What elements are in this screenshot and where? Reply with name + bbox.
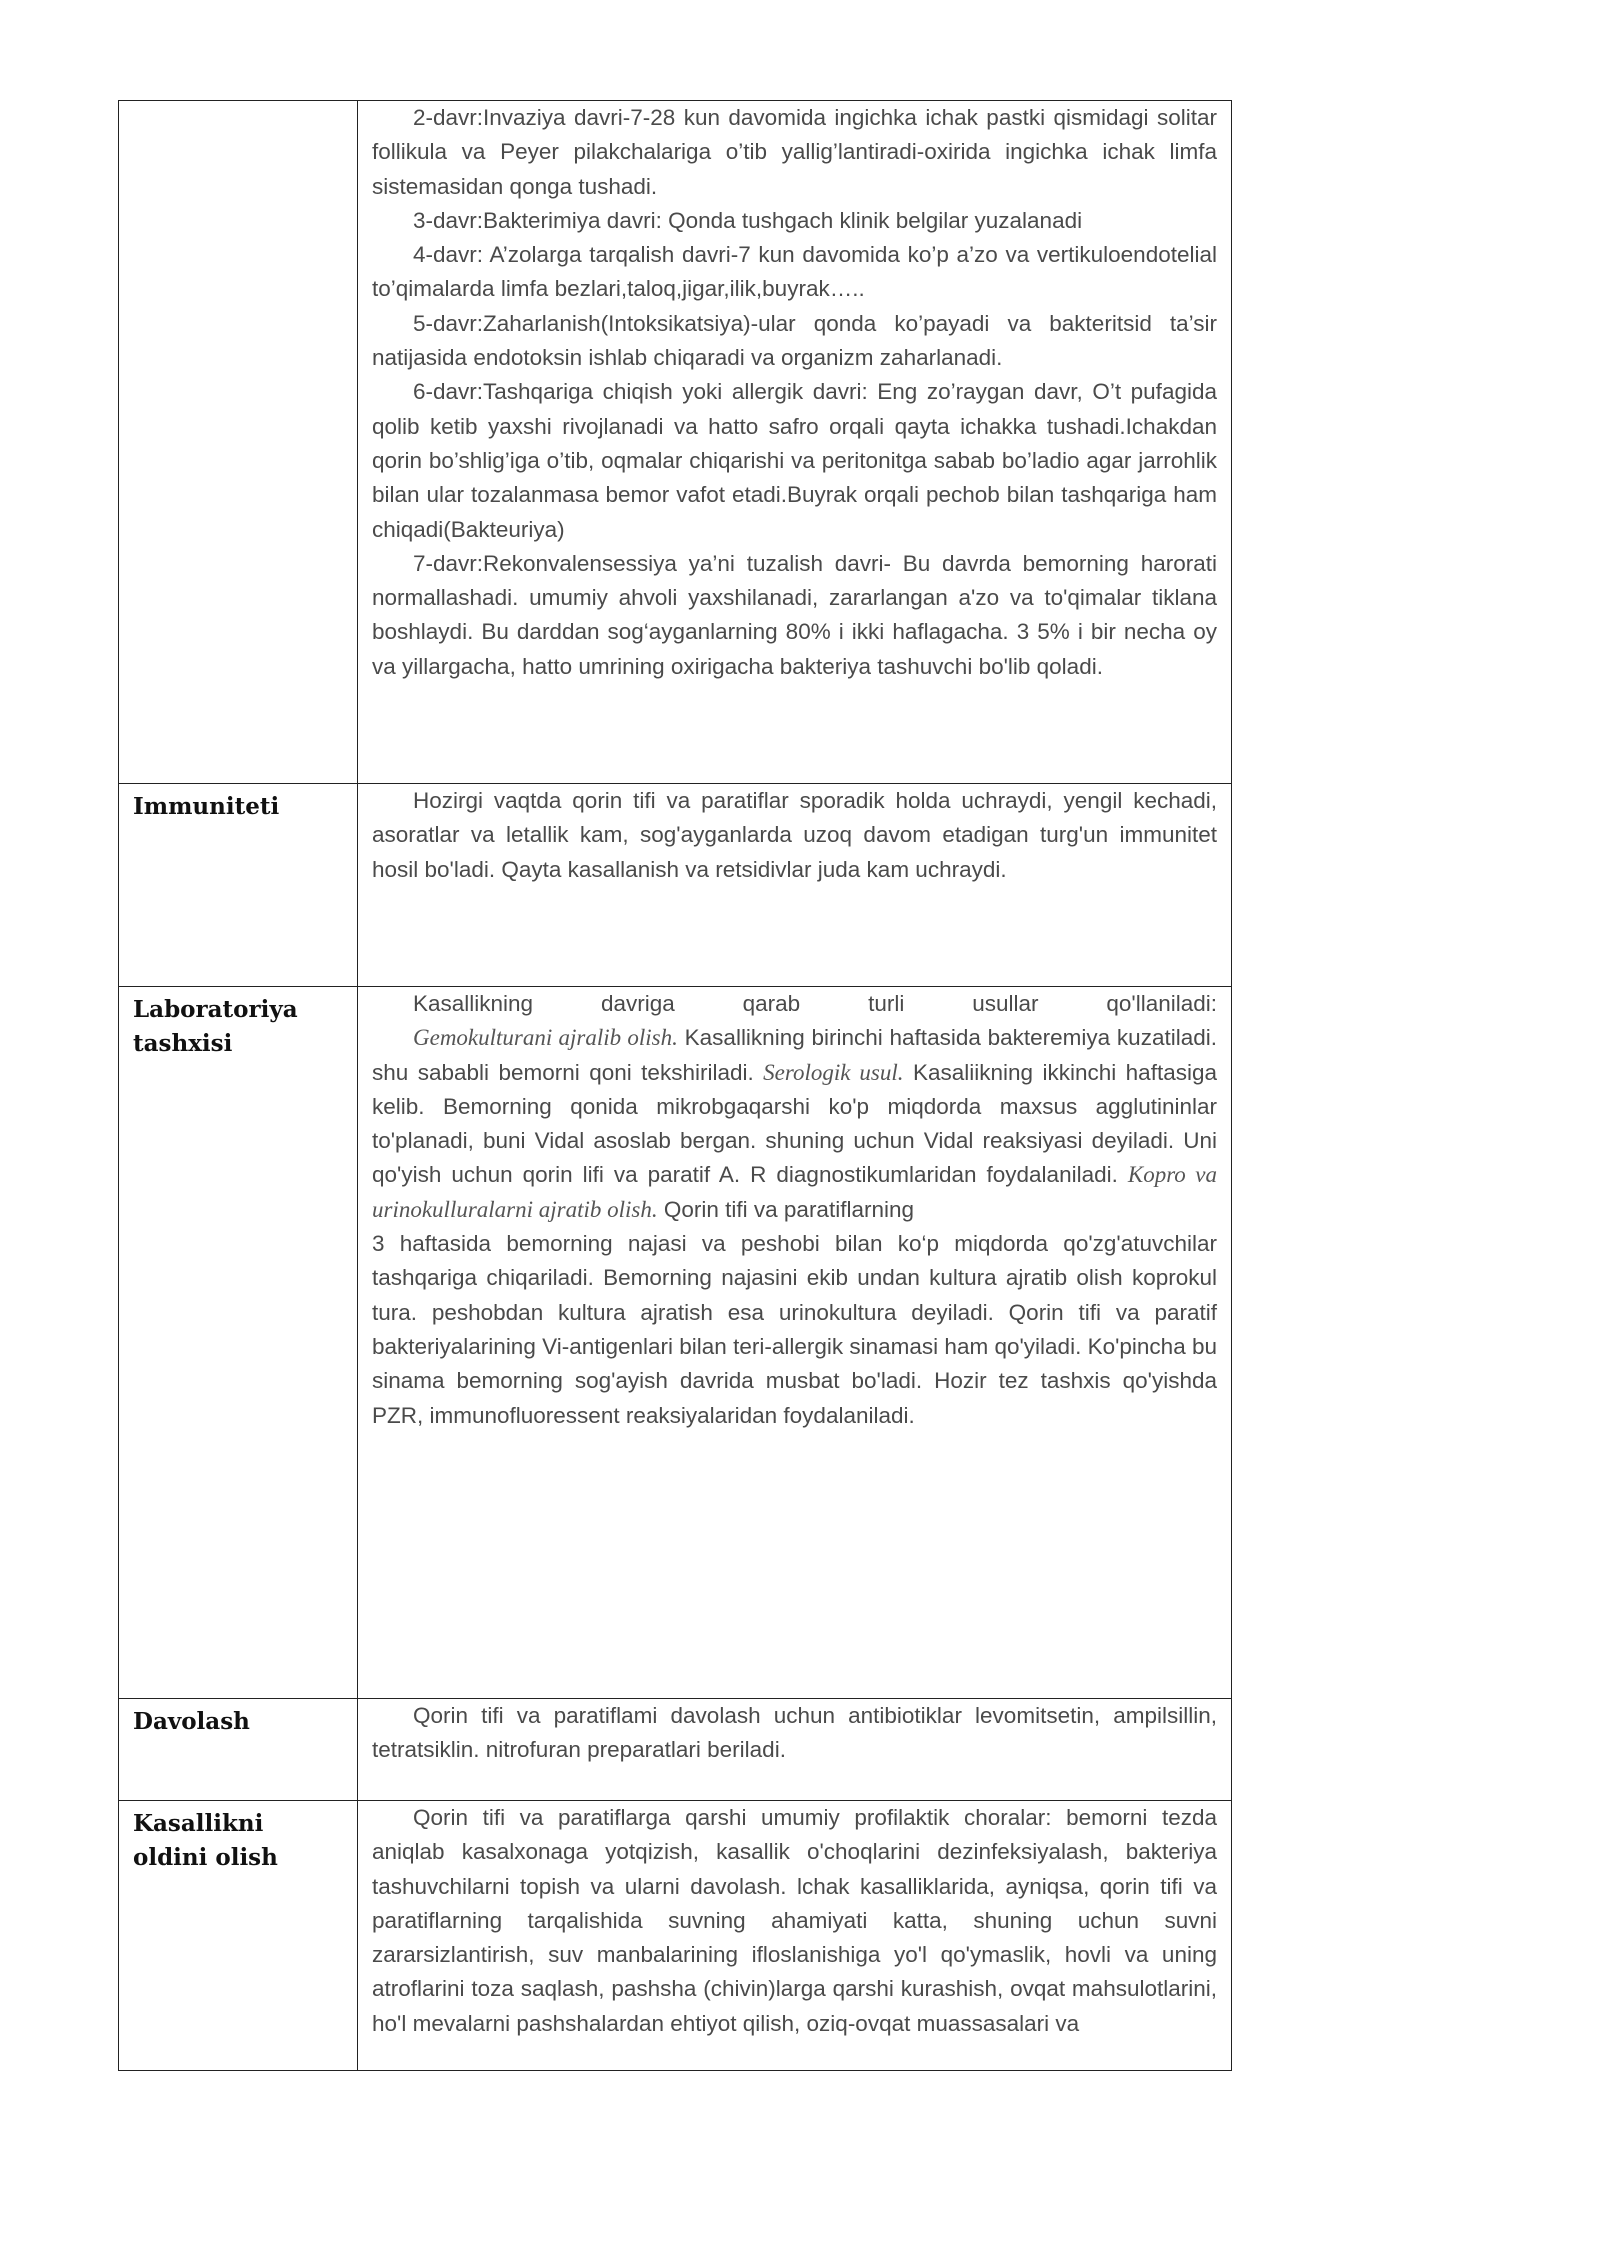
table-row	[119, 1699, 1232, 1801]
paragraph: Hozirgi vaqtda qorin tifi va paratiflar sporadik holda uchraydi, yengil kechadi, asoratlar va letallik kam, sog'ayganlarda uzoq davom etadigan turg'un immunitet hosil bo'ladi. Qayta kasallanish va retsidivlar juda kam uchraydi.	[372, 788, 1217, 882]
row-label: Davolash	[119, 1699, 358, 1801]
paragraph: 4-davr: A’zolarga tarqalish davri-7 kun davomida ko’p a’zo va vertikuloendotelial to’qimalarda limfa bezlari,taloq,jigar,ilik,buyrak…..	[372, 242, 1217, 302]
paragraph: 7-davr:Rekonvalensessiya ya’ni tuzalish davri- Bu davrda bemorning harorati normallashadi. umumiy ahvoli yaxshilanadi, zararlangan a'zo va to'qimalar tiklana boshlaydi. Bu darddan sog‘ayganlarning 80% i ikki haflagacha. 3 5% i bir necha oy va yillargacha, hatto umrining oxirigacha bakteriya tashuvchi bo'lib qoladi.	[372, 550, 1217, 679]
row-content	[358, 987, 1232, 1699]
paragraph: Qorin tifi va paratiflami davolash uchun antibiotiklar levomitsetin, ampilsillin, tetratsiklin. nitrofuran preparatlari beriladi.	[372, 1703, 1217, 1763]
method-gemokultura: Gemokulturani ajralib olish.	[413, 1025, 678, 1051]
paragraph: 3 haftasida bemorning najasi va peshobi bilan ko‘p miqdorda qo'zg'atuvchilar tashqariga chiqariladi. Bemorning najasini ekib undan kultura ajratib olish koprokul tura. peshobdan kultura ajratish esa urinokultura deyiladi. Qorin tifi va paratif bakteriyalarining Vi-antigenlari bilan teri-allergik sinamasi ham qo'yiladi. Ko'pincha bu sinama bemorning sog'ayish davrida musbat bo'ladi. Hozir tez tashxis qo'yishda PZR, immunofluoressent reaksiyalaridan foydalaniladi.	[372, 1231, 1217, 1428]
table-row	[119, 987, 1232, 1699]
table-row	[119, 101, 1232, 784]
text-span: Kasaliikning ikkinchi haftasiga kelib. Bemorning qonida mikrobgaqarshi ko'p miqdorda maxsus agglutininlar to'planadi, buni Vidal asoslab bergan. shuning uchun Vidal reaksiyasi deyiladi. Uni qo'yish uchun qorin lifi va paratif A. R diagnostikumlaridan foydalaniladi.	[372, 1059, 1217, 1188]
table-row	[119, 784, 1232, 987]
paragraph: Qorin tifi va paratiflarga qarshi umumiy profilaktik choralar: bemorni tezda aniqlab kasalxonaga yotqizish, kasallik o'choqlarini dezinfeksiyalash, bakteriya tashuvchilarni topish va ularni davolash. lchak kasalliklarida, ayniqsa, qorin tifi va paratiflarning tarqalishida suvning ahamiyati katta, shuning uchun suvni zararsizlantirish, suv manbalarining ifloslanishiga yo'l qo'ymaslik, hovli va uning atroflarini toza saqlash, pashsha (chivin)larga qarshi kurashish, ovqat mahsulotlarini, ho'l mevalarni pashshalardan ehtiyot qilish, oziq-ovqat muassasalari va	[372, 1805, 1217, 2036]
table-row	[119, 1801, 1232, 2071]
paragraph: 3-davr:Bakterimiya davri: Qonda tushgach klinik belgilar yuzalanadi	[413, 207, 1083, 233]
row-content	[358, 1699, 1232, 1801]
paragraph: Kasallikning davriga qarab turli usullar qo'llaniladi:	[413, 991, 1217, 1016]
row-label	[119, 101, 358, 784]
row-content	[358, 784, 1232, 987]
paragraph	[372, 1021, 1217, 1227]
info-table	[118, 100, 1232, 2071]
row-label: Kasallikni oldini olish	[119, 1801, 358, 2071]
row-label: Immuniteti	[119, 784, 358, 987]
method-kopro: Kopro va urinokulluralarni ajratib olish.	[372, 1162, 1217, 1222]
row-content	[358, 1801, 1232, 2071]
text-span: Kasallikning birinchi haftasida bakteremiya kuzatiladi. shu sababli bemorni qoni tekshiriladi.	[372, 1025, 1217, 1085]
row-label: Laboratoriya tashxisi	[119, 987, 358, 1699]
method-serologik: Serologik usul.	[763, 1059, 904, 1085]
paragraph: 6-davr:Tashqariga chiqish yoki allergik davri: Eng zo’raygan davr, O’t pufagida qolib ketib yaxshi rivojlanadi va hatto safro orqali qayta ichakka tushadi.Ichakdan qorin bo’shlig’iga o’tib, oqmalar chiqarishi va peritonitga sabab bo’ladio agar jarrohlik bilan ular tozalanmasa bemor vafot etadi.Buyrak orqali pechob bilan tashqariga ham chiqadi(Bakteuriya)	[372, 379, 1217, 542]
paragraph: 2-davr:Invaziya davri-7-28 kun davomida ingichka ichak pastki qismidagi solitar follikula va Peyer pilakchalariga o’tib yallig’lantiradi-oxirida ingichka ichak limfa sistemasidan qonga tushadi.	[372, 105, 1217, 199]
paragraph: 5-davr:Zaharlanish(Intoksikatsiya)-ular qonda ko’payadi va bakteritsid ta’sir natijasida endotoksin ishlab chiqaradi va organizm zaharlanadi.	[372, 310, 1217, 371]
text-span: Qorin tifi va paratiflarning	[657, 1196, 914, 1222]
row-content	[358, 101, 1232, 784]
